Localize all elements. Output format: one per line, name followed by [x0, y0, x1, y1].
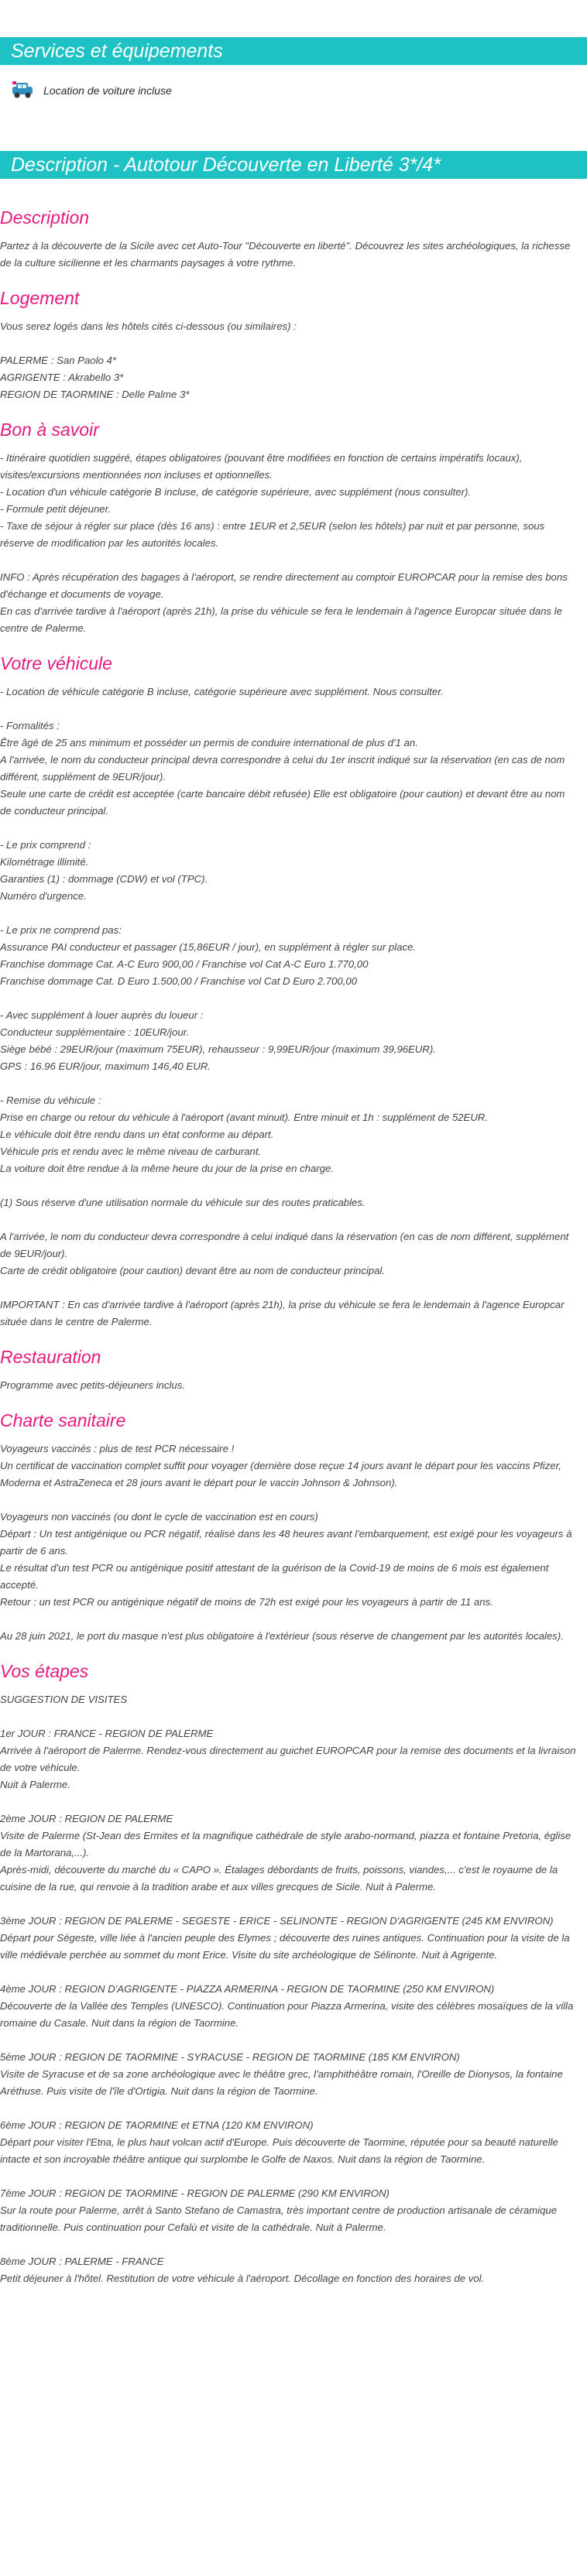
section-description	[0, 207, 576, 272]
section-title: Vos étapes	[0, 1661, 89, 1681]
section-title: Charte sanitaire	[0, 1410, 126, 1430]
section-text: SUGGESTION DE VISITES 1er JOUR : FRANCE - REGION DE PALERME Arrivée à l'aéroport de Palerme. Rendez-vous directement au guichet EUROPCAR pour la remise des documents et la livraison de votre véhicule. Nuit à Palerme. 2ème JOUR : REGION DE PALERME Visite de Palerme (St-Jean des Ermites et la magnifique cathédrale de style arabo-normand, piazza et fontaine Pretoria, église de la Martorana,...). Après-midi, découverte du marché du « CAPO ». Étalages débordants de fruits, poissons, viandes,... c'est le royaume de la cuisine de la rue, qui renvoie à la tradition arabe et aux villes grecques de Sicile. Nuit à Palerme. 3ème JOUR : REGION DE PALERME - SEGESTE - ERICE - SELINONTE - REGION D'AGRIGENTE (245 KM ENVIRON) Départ pour Ségeste, ville liée à l'ancien peuple des Elymes ; découverte des ruines antiques. Continuation pour la visite de la ville médiévale perchée au sommet du mont Erice. Visite du site archéologique de Sélinonte. Nuit à Agrigente. 4ème JOUR : REGION D'AGRIGENTE - PIAZZA ARMERINA - REGION DE TAORMINE (250 KM ENVIRON) Découverte de la Vallée des Temples (UNESCO). Continuation pour Piazza Armerina, visite des célèbres mosaïques de la villa romaine du Casale. Nuit dans la région de Taormine. 5ème JOUR : REGION DE TAORMINE - SYRACUSE - REGION DE TAORMINE (185 KM ENVIRON) Visite de Syracuse et de sa zone archéologique avec le théâtre grec, l'amphithéâtre romain, l'Oreille de Dionysos, la fontaine Aréthuse. Puis visite de l'île d'Ortigia. Nuit dans la région de Taormine. 6ème JOUR : REGION DE TAORMINE et ETNA (120 KM ENVIRON) Départ pour visiter l'Etna, le plus haut volcan actif d'Europe. Puis découverte de Taormine, réputée pour sa beauté naturelle intacte et son incroyable théâtre antique qui surplombe le Golfe de Naxos. Nuit dans la région de Taormine. 7ème JOUR : REGION DE TAORMINE - REGION DE PALERME (290 KM ENVIRON) Sur la route pour Palerme, arrêt à Santo Stefano de Camastra, très important centre de production artisanale de céramique traditionnelle. Puis continuation pour Cefalù et visite de la cathédrale. Nuit à Palerme. 8ème JOUR : PALERME - FRANCE Petit déjeuner à l'hôtel. Restitution de votre véhicule à l'aéroport. Décollage en fonction des horaires de vol.	[0, 1694, 576, 2284]
section-text: Vous serez logés dans les hôtels cités ci-dessous (ou similaires) : PALERME : San Paolo 4* AGRIGENTE : Akrabello 3* REGION DE TAORMINE : Delle Palme 3*	[0, 320, 297, 400]
service-label: Location de voiture incluse	[43, 84, 172, 97]
service-item-car-rental	[11, 80, 172, 101]
services-title: Services et équipements	[11, 40, 223, 62]
section-title: Description	[0, 207, 90, 228]
section-title: Logement	[0, 288, 80, 308]
car-icon	[11, 80, 34, 101]
section-text: Voyageurs vaccinés : plus de test PCR nécessaire ! Un certificat de vaccination complet suffit pour voyager (dernière dose reçue 14 jours avant le départ pour les vaccins Pfizer, Moderna et AstraZeneca et 28 jours avant le départ pour le vaccin Johnson & Johnson). Voyageurs non vaccinés (ou dont le cycle de vaccination est en cours) Départ : Un test antigénique ou PCR négatif, réalisé dans les 48 heures avant l'embarquement, est exigé pour les voyageurs à partir de 6 ans. Le résultat d'un test PCR ou antigénique positif attestant de la guérison de la Covid-19 de moins de 6 mois est également accepté. Retour : un test PCR ou antigénique négatif de moins de 72h est exigé pour les voyageurs à partir de 11 ans. Au 28 juin 2021, le port du masque n'est plus obligatoire à l'extérieur (sous réserve de changement par les autorités locales).	[0, 1443, 572, 1642]
section-logement	[0, 287, 576, 403]
section-text: - Location de véhicule catégorie B incluse, catégorie supérieure avec supplément. Nous consulter. - Formalités : Être âgé de 25 ans minimum et posséder un permis de conduire international de plus d'1 an. A l'arrivée, le nom du conducteur principal devra correspondre à celui du 1er inscrit indiqué sur la réservation (en cas de nom différent, supplément de 9EUR/jour). Seule une carte de crédit est acceptée (carte bancaire débit refusée) Elle est obligatoire (pour caution) et devant être au nom de conducteur principal. - Le prix comprend : Kilométrage illimité. Garanties (1) : dommage (CDW) et vol (TPC). Numéro d'urgence. - Le prix ne comprend pas: Assurance PAI conducteur et passager (15,86EUR / jour), en supplément à régler sur place. Franchise dommage Cat. A-C Euro 900,00 / Franchise vol Cat A-C Euro 1.770,00 Franchise dommage Cat. D Euro 1.500,00 / Franchise vol Cat D Euro 2.700,00 - Avec supplément à louer auprès du loueur : Conducteur supplémentaire : 10EUR/jour. Siège bébé : 29EUR/jour (maximum 75EUR), rehausseur : 9,99EUR/jour (maximum 39,96EUR). GPS : 16.96 EUR/jour, maximum 146,40 EUR. - Remise du véhicule : Prise en charge ou retour du véhicule à l'aéroport (avant minuit). Entre minuit et 1h : supplément de 52EUR. Le véhicule doit être rendu dans un état conforme au départ. Véhicule pris et rendu avec le même niveau de carburant. La voiture doit être rendue à la même heure du jour de la prise en charge. (1) Sous réserve d'une utilisation normale du véhicule sur des routes praticables. A l'arrivée, le nom du conducteur devra correspondre à celui indiqué dans la réservation (en cas de nom différent, supplément de 9EUR/jour). Carte de crédit obligatoire (pour caution) devant être au nom de conducteur principal. IMPORTANT : En cas d'arrivée tardive à l'aéroport (après 21h), la prise du véhicule se fera le lendemain à l'agence Europcar située dans le centre de Palerme.	[0, 686, 569, 1327]
section-text: Partez à la découverte de la Sicile avec cet Auto-Tour "Découverte en liberté". Découvrez les sites archéologiques, la richesse de la culture sicilienne et les charmants paysages à votre rythme.	[0, 240, 573, 269]
section-text: Programme avec petits-déjeuners inclus.	[0, 1379, 185, 1391]
section-votre-vehicule	[0, 653, 576, 1331]
description-header	[0, 151, 587, 179]
section-text: - Itinéraire quotidien suggéré, étapes obligatoires (pouvant être modifiées en fonction de certains impératifs locaux), visites/excursions mentionnées non incluses et optionnelles. - Location d'un véhicule catégorie B incluse, de catégorie supérieure, avec supplément (nous consulter). - Formule petit déjeuner. - Taxe de séjour à régler sur place (dès 16 ans) : entre 1EUR et 2,5EUR (selon les hôtels) par nuit et par personne, sous réserve de modification par les autorités locales. INFO : Après récupération des bagages à l'aéroport, se rendre directement au comptoir EUROPCAR pour la remise des bons d'échange et documents de voyage. En cas d'arrivée tardive à l'aéroport (après 21h), la prise du véhicule se fera le lendemain à l'agence Europcar située dans le centre de Palerme.	[0, 452, 568, 634]
section-restauration	[0, 1346, 576, 1394]
content	[0, 197, 576, 2303]
section-vos-etapes	[0, 1660, 576, 2287]
section-bon-a-savoir	[0, 419, 576, 637]
section-title: Votre véhicule	[0, 653, 112, 673]
description-bar-title: Description - Autotour Découverte en Liberté 3*/4*	[11, 154, 441, 176]
section-charte-sanitaire	[0, 1410, 576, 1645]
section-title: Restauration	[0, 1347, 101, 1367]
services-header	[0, 37, 587, 65]
section-title: Bon à savoir	[0, 420, 99, 440]
